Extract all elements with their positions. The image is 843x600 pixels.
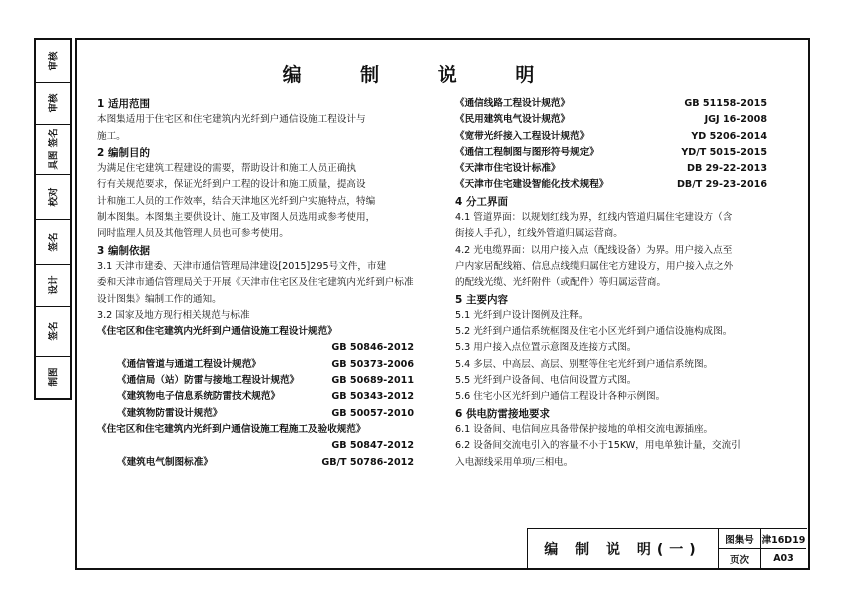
paragraph-line: 本图集适用于住宅区和住宅建筑内光纤到户通信设施工程设计与 [97,114,366,126]
standard-row [97,406,414,422]
paragraph-line: 行有关规范要求，保证光纤到户工程的设计和施工质量，提高设 [97,179,366,191]
standard-name: 《民用建筑电气设计规范》 [455,114,571,126]
left-column [97,96,414,471]
section-heading: 5 主要内容 [455,293,508,306]
paragraph-line: 6.1 设备间、电信间应具备带保护接地的单相交流电源插座。 [455,423,714,435]
standard-code: GB/T 50786-2012 [321,456,414,468]
standard-code-row [97,438,414,454]
page-title: 编 制 说 明 [282,64,561,86]
sidebar-label: 签名 [48,231,60,252]
standard-code: YD/T 5015-2015 [681,146,767,158]
standard-name: 《通信工程制图与图形符号规定》 [455,146,599,158]
standard-code: DB 29-22-2013 [687,163,767,175]
sidebar-cell [36,124,70,175]
page-number-label: 页次 [718,549,760,568]
title-block [527,528,807,568]
standard-name-long: 《住宅区和住宅建筑内光纤到户通信设施工程施工及验收规范》 [97,423,366,435]
standard-name-long: 《住宅区和住宅建筑内光纤到户通信设施工程设计规范》 [97,326,337,338]
atlas-number-label: 图集号 [718,529,760,549]
paragraph-line: 6.2 设备间交流电引入的容量不小于15KW，用电单独计量，交流引 [455,440,741,452]
standard-name: 《通信线路工程设计规范》 [455,98,571,109]
paragraph-line: 3.2 国家及地方现行相关规范与标准 [97,309,250,321]
standard-row [97,455,414,471]
paragraph-line: 户内家居配线箱、信息点线缆归属住宅方建设方，用户接入点之外 [455,260,734,272]
standard-code: GB 50343-2012 [331,391,414,403]
paragraph-line: 4.2 光电缆界面：以用户接入点（配线设备）为界。用户接入点至 [455,244,733,256]
sidebar-label: 设计 [48,275,60,295]
standard-name: 《通信管道与通道工程设计规范》 [117,358,261,370]
standard-code: GB 50846-2012 [331,342,414,354]
standard-code: JGJ 16-2008 [704,114,767,126]
paragraph-line: 入电源线采用单项/三相电。 [455,456,574,468]
standard-name: 《通信局（站）防雷与接地工程设计规范》 [117,375,300,387]
paragraph-line: 委和天津市通信管理局关于开展《天津市住宅区及住宅建筑内光纤到户标准 [97,277,414,289]
standard-name: 《天津市住宅设计标准》 [455,163,561,175]
standard-row [97,373,414,389]
standard-code: DB/T 29-23-2016 [676,179,767,191]
paragraph-line: 5.3 用户接入点位置示意图及连接方式图。 [455,342,637,354]
standard-name: 《天津市住宅建设智能化技术规程》 [455,179,609,191]
standard-row [455,112,767,128]
sidebar-cell [36,82,70,125]
section-heading: 4 分工界面 [455,195,508,208]
section-heading: 1 适用范围 [97,98,150,110]
standard-row [97,357,414,373]
standard-name: 《宽带光纤接入工程设计规范》 [455,130,590,142]
standard-code: GB 51158-2015 [684,98,767,109]
signature-sidebar [34,38,72,400]
standard-row [97,389,414,405]
standard-row [455,96,767,112]
standard-code: GB 50373-2006 [331,358,414,370]
paragraph-line: 的配线光缆、光纤附件（或配件）等归属运营商。 [455,277,667,289]
paragraph-line: 3.1 天津市建委、天津市通信管理局津建设[2015]295号文件，市建 [97,260,387,272]
paragraph-line: 5.6 住宅小区光纤到户通信工程设计各种示例图。 [455,391,666,403]
sidebar-label: 审核 [48,93,60,113]
standard-code: GB 50689-2011 [331,375,414,387]
paragraph-line: 施工。 [97,130,126,142]
paragraph-line: 为满足住宅建筑工程建设的需要，帮助设计和施工人员正确执 [97,163,357,175]
sidebar-cell [36,219,70,265]
section-heading: 3 编制依据 [97,244,150,257]
atlas-number-value: 津16D19 [760,529,806,549]
standard-row [455,177,767,193]
standard-name: 《建筑电气制图标准》 [117,456,213,468]
section-heading: 2 编制目的 [97,146,150,159]
paragraph-line: 5.2 光纤到户通信系统框图及住宅小区光纤到户通信设施构成图。 [455,326,733,338]
sidebar-cell [36,306,70,357]
paragraph-line: 同时监理人员及其他管理人员也可参考使用。 [97,228,289,240]
standard-name: 《建筑物防雷设计规范》 [117,407,223,419]
standard-code-row [97,340,414,356]
paragraph-line: 制本图集。本图集主要供设计、施工及审图人员选用或参考使用， [97,212,376,224]
sidebar-cell [36,264,70,307]
sidebar-label: 制图 [48,367,60,387]
standard-row [455,145,767,161]
standard-row [455,129,767,145]
sidebar-cell [36,356,70,398]
sidebar-label: 校对 [48,186,60,207]
paragraph-line: 计和施工人员的工作效率，结合天津地区光纤到户实施特点，特编 [97,195,376,207]
right-column [455,96,767,471]
standard-code: GB 50847-2012 [331,440,414,452]
page-number-value: A03 [760,549,806,568]
title-block-name: 编 制 说 明(一) [544,542,702,558]
paragraph-line: 5.4 多层、中高层、高层、别墅等住宅光纤到户通信系统图。 [455,358,714,370]
paragraph-line: 5.5 光纤到户设备间、电信间设置方式图。 [455,375,637,387]
standard-row [455,161,767,177]
standard-code: YD 5206-2014 [691,130,767,142]
paragraph-line: 4.1 管道界面：以规划红线为界，红线内管道归属住宅建设方（含 [455,212,733,224]
standard-name: 《建筑物电子信息系统防雷技术规范》 [117,391,281,403]
section-heading: 6 供电防雷接地要求 [455,407,550,420]
paragraph-line: 设计图集》编制工作的通知。 [97,293,222,305]
paragraph-line: 5.1 光纤到户设计图例及注释。 [455,309,589,321]
standard-code: GB 50057-2010 [331,407,414,419]
sidebar-cell [36,174,70,220]
paragraph-line: 街接人手孔），红线外管道归属运营商。 [455,228,623,240]
sidebar-label: 具图 签名 [49,128,60,170]
sidebar-label: 审核 [48,51,60,71]
sidebar-label: 签名 [48,321,60,341]
